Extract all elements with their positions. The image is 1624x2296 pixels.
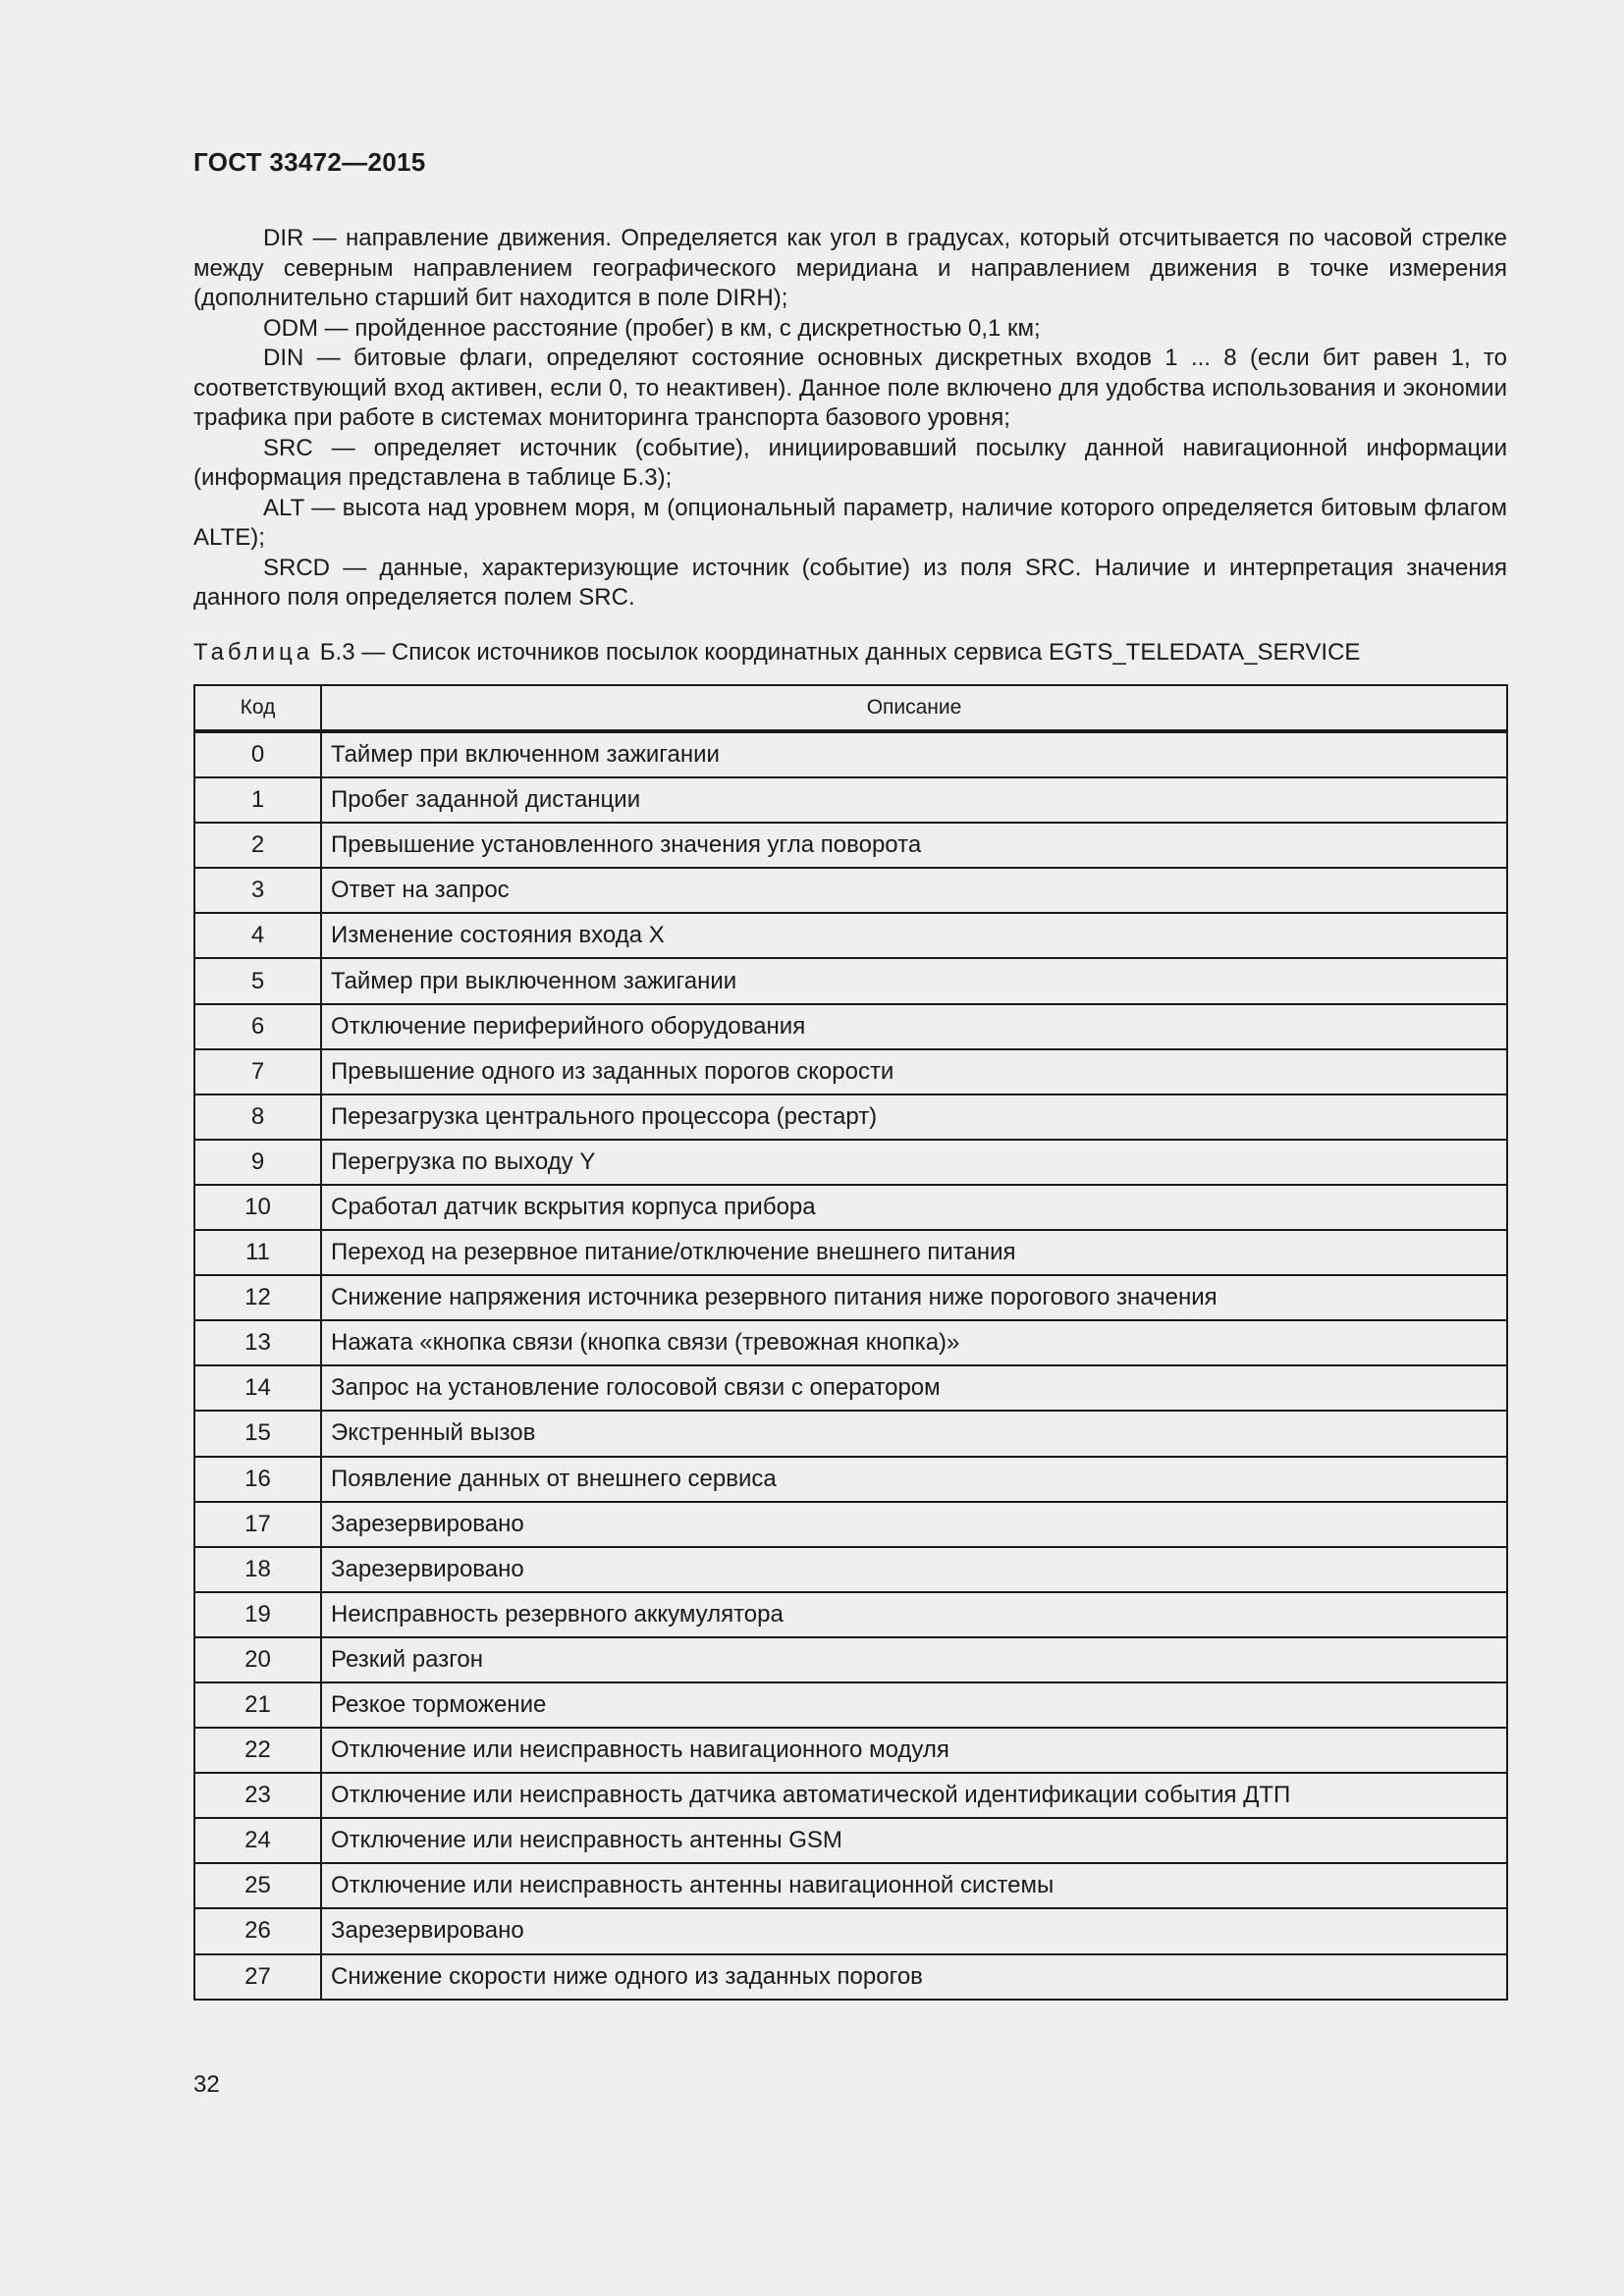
cell-code: 19: [194, 1592, 321, 1637]
table-row: [194, 958, 1507, 1003]
cell-description: Перезагрузка центрального процессора (рестарт): [321, 1095, 1507, 1140]
cell-description: Пробег заданной дистанции: [321, 777, 1507, 823]
table-row: [194, 1547, 1507, 1592]
cell-description: Превышение одного из заданных порогов скорости: [321, 1049, 1507, 1095]
cell-code: 5: [194, 958, 321, 1003]
cell-description: Неисправность резервного аккумулятора: [321, 1592, 1507, 1637]
cell-code: 12: [194, 1275, 321, 1320]
table-row: [194, 1954, 1507, 2000]
cell-description: Переход на резервное питание/отключение внешнего питания: [321, 1230, 1507, 1275]
cell-description: Перегрузка по выходу Y: [321, 1140, 1507, 1185]
table-row: [194, 1637, 1507, 1682]
table-row: [194, 1682, 1507, 1728]
cell-code: 13: [194, 1320, 321, 1365]
cell-description: Отключение или неисправность антенны навигационной системы: [321, 1863, 1507, 1908]
cell-code: 16: [194, 1457, 321, 1502]
table-row: [194, 823, 1507, 868]
cell-code: 14: [194, 1365, 321, 1411]
cell-description: Превышение установленного значения угла поворота: [321, 823, 1507, 868]
paragraph-alt: ALT — высота над уровнем моря, м (опциональный параметр, наличие которого определяется битовым флагом ALTE);: [193, 494, 1507, 551]
table-row: [194, 1095, 1507, 1140]
cell-description: Появление данных от внешнего сервиса: [321, 1457, 1507, 1502]
cell-code: 1: [194, 777, 321, 823]
cell-code: 26: [194, 1908, 321, 1953]
cell-description: Резкий разгон: [321, 1637, 1507, 1682]
table-row: [194, 1457, 1507, 1502]
table-row: [194, 1185, 1507, 1230]
cell-description: Изменение состояния входа X: [321, 913, 1507, 958]
cell-description: Экстренный вызов: [321, 1411, 1507, 1456]
cell-code: 18: [194, 1547, 321, 1592]
table-row: [194, 1863, 1507, 1908]
table-row: [194, 777, 1507, 823]
table-caption-label: Таблица: [193, 639, 314, 666]
cell-description: Резкое торможение: [321, 1682, 1507, 1728]
cell-code: 27: [194, 1954, 321, 2000]
cell-code: 17: [194, 1502, 321, 1547]
table-header-row: [194, 685, 1507, 731]
cell-code: 15: [194, 1411, 321, 1456]
table-row: [194, 1502, 1507, 1547]
table-row: [194, 1320, 1507, 1365]
body-text: [193, 224, 1507, 614]
cell-code: 21: [194, 1682, 321, 1728]
table-caption-text: Б.3 — Список источников посылок координатных данных сервиса EGTS_TELEDATA_SERVICE: [313, 639, 1361, 666]
table-row: [194, 1818, 1507, 1863]
cell-description: Таймер при выключенном зажигании: [321, 958, 1507, 1003]
cell-description: Зарезервировано: [321, 1502, 1507, 1547]
cell-description: Отключение или неисправность датчика автоматической идентификации события ДТП: [321, 1773, 1507, 1818]
cell-code: 10: [194, 1185, 321, 1230]
table-row: [194, 1365, 1507, 1411]
page-header: ГОСТ 33472—2015: [193, 147, 426, 177]
cell-description: Отключение или неисправность навигационного модуля: [321, 1728, 1507, 1773]
paragraph-din: DIN — битовые флаги, определяют состояние основных дискретных входов 1 ... 8 (если бит равен 1, то соответствующий вход активен, если 0, то неактивен). Данное поле включено для удобства использования и экономии трафика при работе в системах мониторинга транспорта базового уровня;: [193, 345, 1507, 431]
cell-description: Запрос на установление голосовой связи с оператором: [321, 1365, 1507, 1411]
paragraph-odm: ODM — пройденное расстояние (пробег) в км, с дискретностью 0,1 км;: [263, 314, 1041, 342]
table-row: [194, 913, 1507, 958]
cell-description: Зарезервировано: [321, 1908, 1507, 1953]
column-header-description: Описание: [321, 685, 1507, 731]
table-body: [194, 731, 1507, 2000]
table-row: [194, 1140, 1507, 1185]
table-row: [194, 1004, 1507, 1049]
paragraph-srcd: SRCD — данные, характеризующие источник (событие) из поля SRC. Наличие и интерпретация значения данного поля определяется полем SRC.: [193, 554, 1507, 611]
table-row: [194, 1908, 1507, 1953]
paragraph-src: SRC — определяет источник (событие), инициировавший посылку данной навигационной информации (информация представлена в таблице Б.3);: [193, 434, 1507, 491]
cell-code: 11: [194, 1230, 321, 1275]
cell-code: 3: [194, 868, 321, 913]
cell-description: Таймер при включенном зажигании: [321, 731, 1507, 777]
cell-code: 23: [194, 1773, 321, 1818]
cell-description: Отключение периферийного оборудования: [321, 1004, 1507, 1049]
cell-description: Отключение или неисправность антенны GSM: [321, 1818, 1507, 1863]
cell-code: 22: [194, 1728, 321, 1773]
cell-description: Ответ на запрос: [321, 868, 1507, 913]
cell-description: Сработал датчик вскрытия корпуса прибора: [321, 1185, 1507, 1230]
cell-code: 9: [194, 1140, 321, 1185]
page-number: 32: [193, 2071, 220, 2098]
sources-table: [193, 684, 1508, 2001]
table-row: [194, 1773, 1507, 1818]
cell-code: 0: [194, 731, 321, 777]
table-caption: [193, 638, 1507, 667]
table-row: [194, 1049, 1507, 1095]
cell-code: 8: [194, 1095, 321, 1140]
table-row: [194, 1728, 1507, 1773]
cell-code: 20: [194, 1637, 321, 1682]
cell-code: 24: [194, 1818, 321, 1863]
cell-description: Зарезервировано: [321, 1547, 1507, 1592]
table-row: [194, 1592, 1507, 1637]
table-row: [194, 868, 1507, 913]
table-row: [194, 1230, 1507, 1275]
cell-code: 25: [194, 1863, 321, 1908]
table-row: [194, 1411, 1507, 1456]
cell-description: Снижение скорости ниже одного из заданных порогов: [321, 1954, 1507, 2000]
paragraph-dir: DIR — направление движения. Определяется как угол в градусах, который отсчитывается по часовой стрелке между северным направлением географического меридиана и направлением движения в точке измерения (дополнительно старший бит находится в поле DIRH);: [193, 225, 1507, 311]
cell-code: 6: [194, 1004, 321, 1049]
table-row: [194, 1275, 1507, 1320]
column-header-code: Код: [194, 685, 321, 731]
cell-code: 2: [194, 823, 321, 868]
table-row: [194, 731, 1507, 777]
cell-description: Снижение напряжения источника резервного питания ниже порогового значения: [321, 1275, 1507, 1320]
cell-description: Нажата «кнопка связи (кнопка связи (тревожная кнопка)»: [321, 1320, 1507, 1365]
cell-code: 4: [194, 913, 321, 958]
cell-code: 7: [194, 1049, 321, 1095]
